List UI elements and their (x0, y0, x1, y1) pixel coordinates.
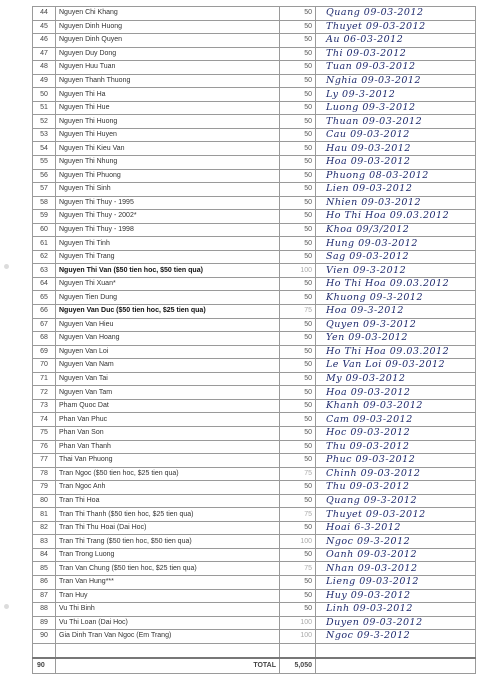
recipient-name: Nguyen Thi Xuan* (56, 277, 280, 291)
table-row (33, 386, 476, 400)
signature-cell: Hung 09-03-2012 (316, 237, 476, 251)
recipient-name: Gia Dinh Tran Van Ngoc (Em Trang) (56, 630, 280, 644)
amount-cell: 50 (280, 88, 316, 102)
signature-cell: Nhien 09-03-2012 (316, 196, 476, 210)
amount-cell: 100 (280, 616, 316, 630)
row-number: 89 (33, 616, 56, 630)
signature-cell: Sag 09-03-2012 (316, 250, 476, 264)
table-row (33, 101, 476, 115)
row-number: 67 (33, 318, 56, 332)
row-number: 88 (33, 603, 56, 617)
amount-cell: 50 (280, 223, 316, 237)
table-row (33, 359, 476, 373)
total-amount: 5,050 (280, 658, 316, 674)
row-number: 53 (33, 128, 56, 142)
amount-cell: 50 (280, 426, 316, 440)
amount-cell: 50 (280, 47, 316, 61)
signature-cell: Thi 09-03-2012 (316, 47, 476, 61)
signature-cell: Phuc 09-03-2012 (316, 454, 476, 468)
table-row (33, 345, 476, 359)
recipient-name: Nguyen Van Hieu (56, 318, 280, 332)
signature-cell: Cau 09-03-2012 (316, 128, 476, 142)
amount-cell: 50 (280, 196, 316, 210)
signature-cell: Linh 09-03-2012 (316, 603, 476, 617)
signature-cell: Thu 09-03-2012 (316, 481, 476, 495)
payment-sheet (32, 6, 475, 674)
signature-cell: Ho Thi Hoa 09.03.2012 (316, 210, 476, 224)
row-number: 73 (33, 399, 56, 413)
table-row (33, 494, 476, 508)
amount-cell: 50 (280, 61, 316, 75)
table-row (33, 426, 476, 440)
amount-cell: 50 (280, 454, 316, 468)
recipient-name: Nguyen Tien Dung (56, 291, 280, 305)
table-row (33, 128, 476, 142)
recipient-name: Thai Van Phuong (56, 454, 280, 468)
amount-cell: 50 (280, 372, 316, 386)
recipient-table (32, 6, 476, 674)
signature-cell: Khanh 09-03-2012 (316, 399, 476, 413)
row-number: 83 (33, 535, 56, 549)
row-number: 60 (33, 223, 56, 237)
table-row (33, 88, 476, 102)
signature-cell: Tuan 09-03-2012 (316, 61, 476, 75)
amount-cell: 100 (280, 630, 316, 644)
amount-cell: 100 (280, 535, 316, 549)
table-row (33, 481, 476, 495)
recipient-name: Nguyen Van Duc ($50 tien hoc, $25 tien qua) (56, 305, 280, 319)
row-number: 74 (33, 413, 56, 427)
recipient-name: Vu Thi Binh (56, 603, 280, 617)
amount-cell: 50 (280, 156, 316, 170)
recipient-name: Nguyen Van Tam (56, 386, 280, 400)
amount-cell: 50 (280, 345, 316, 359)
row-number: 44 (33, 7, 56, 21)
signature-cell: Hoa 09-3-2012 (316, 305, 476, 319)
row-number: 68 (33, 332, 56, 346)
signature-cell: Thuyet 09-03-2012 (316, 508, 476, 522)
total-row (33, 658, 476, 674)
table-row (33, 305, 476, 319)
recipient-name: Nguyen Thi Huong (56, 115, 280, 129)
signature-cell: Lieng 09-03-2012 (316, 575, 476, 589)
table-row (33, 548, 476, 562)
signature-cell: Duyen 09-03-2012 (316, 616, 476, 630)
recipient-name: Nguyen Thi Thuy - 2002* (56, 210, 280, 224)
punch-hole-mark (4, 264, 9, 269)
row-number: 59 (33, 210, 56, 224)
recipient-name: Tran Huy (56, 589, 280, 603)
signature-cell: Chinh 09-03-2012 (316, 467, 476, 481)
amount-cell: 75 (280, 562, 316, 576)
recipient-name: Tran Van Hung*** (56, 575, 280, 589)
signature-cell: Ngoc 09-3-2012 (316, 630, 476, 644)
table-row (33, 142, 476, 156)
amount-cell: 50 (280, 575, 316, 589)
table-row (33, 20, 476, 34)
recipient-name: Nguyen Thi Hue (56, 101, 280, 115)
recipient-name: Phan Van Phuc (56, 413, 280, 427)
recipient-name: Nguyen Thi Thuy - 1998 (56, 223, 280, 237)
amount-cell: 50 (280, 7, 316, 21)
recipient-name: Nguyen Huu Tuan (56, 61, 280, 75)
row-number: 51 (33, 101, 56, 115)
signature-cell: Khoa 09/3/2012 (316, 223, 476, 237)
amount-cell: 50 (280, 34, 316, 48)
recipient-name: Vu Thi Loan (Dai Hoc) (56, 616, 280, 630)
row-number: 50 (33, 88, 56, 102)
recipient-name: Tran Trong Luong (56, 548, 280, 562)
table-row (33, 467, 476, 481)
amount-cell: 50 (280, 521, 316, 535)
amount-cell: 50 (280, 142, 316, 156)
recipient-name: Nguyen Thi Ha (56, 88, 280, 102)
row-number: 65 (33, 291, 56, 305)
amount-cell: 50 (280, 413, 316, 427)
recipient-name: Nguyen Thi Huyen (56, 128, 280, 142)
signature-cell: Phuong 08-03-2012 (316, 169, 476, 183)
signature-cell: Hoa 09-03-2012 (316, 386, 476, 400)
signature-cell: Hoa 09-03-2012 (316, 156, 476, 170)
table-row (33, 115, 476, 129)
amount-cell: 50 (280, 399, 316, 413)
table-row (33, 34, 476, 48)
row-number: 49 (33, 74, 56, 88)
table-row (33, 74, 476, 88)
signature-cell: Quang 09-3-2012 (316, 494, 476, 508)
row-number: 81 (33, 508, 56, 522)
table-row (33, 169, 476, 183)
recipient-name: Tran Thi Thanh ($50 tien hoc, $25 tien qua) (56, 508, 280, 522)
table-row (33, 196, 476, 210)
total-label: TOTAL (56, 658, 280, 674)
table-row (33, 440, 476, 454)
table-row (33, 589, 476, 603)
row-number: 84 (33, 548, 56, 562)
recipient-name: Phan Van Thanh (56, 440, 280, 454)
row-number: 79 (33, 481, 56, 495)
signature-cell: Vien 09-3-2012 (316, 264, 476, 278)
signature-cell: Huy 09-03-2012 (316, 589, 476, 603)
amount-cell: 50 (280, 277, 316, 291)
table-row (33, 47, 476, 61)
table-row (33, 372, 476, 386)
recipient-name: Nguyen Chi Khang (56, 7, 280, 21)
row-number: 52 (33, 115, 56, 129)
row-number: 76 (33, 440, 56, 454)
table-row (33, 291, 476, 305)
amount-cell: 50 (280, 183, 316, 197)
row-number: 46 (33, 34, 56, 48)
recipient-name: Tran Thi Trang ($50 tien hoc, $50 tien qua) (56, 535, 280, 549)
total-count: 90 (33, 658, 56, 674)
signature-cell: Hoc 09-03-2012 (316, 426, 476, 440)
amount-cell: 50 (280, 291, 316, 305)
row-number: 75 (33, 426, 56, 440)
signature-cell: Thuan 09-03-2012 (316, 115, 476, 129)
recipient-name: Pham Quoc Dat (56, 399, 280, 413)
row-number: 47 (33, 47, 56, 61)
recipient-name: Nguyen Van Nam (56, 359, 280, 373)
row-number: 63 (33, 264, 56, 278)
table-row (33, 264, 476, 278)
row-number: 80 (33, 494, 56, 508)
recipient-name: Nguyen Van Hoang (56, 332, 280, 346)
table-row (33, 250, 476, 264)
table-row (33, 575, 476, 589)
recipient-rows (33, 7, 476, 644)
signature-cell: Nghia 09-03-2012 (316, 74, 476, 88)
table-row (33, 616, 476, 630)
recipient-name: Tran Ngoc Anh (56, 481, 280, 495)
amount-cell: 50 (280, 20, 316, 34)
table-row (33, 318, 476, 332)
signature-cell: Thu 09-03-2012 (316, 440, 476, 454)
signature-cell: Ly 09-3-2012 (316, 88, 476, 102)
table-row (33, 156, 476, 170)
signature-cell: Nhan 09-03-2012 (316, 562, 476, 576)
row-number: 72 (33, 386, 56, 400)
amount-cell: 50 (280, 210, 316, 224)
signature-cell: Ho Thi Hoa 09.03.2012 (316, 345, 476, 359)
recipient-name: Nguyen Thi Van ($50 tien hoc, $50 tien qua) (56, 264, 280, 278)
table-row (33, 223, 476, 237)
recipient-name: Nguyen Dinh Quyen (56, 34, 280, 48)
signature-cell: Khuong 09-3-2012 (316, 291, 476, 305)
row-number: 58 (33, 196, 56, 210)
recipient-name: Nguyen Thi Nhung (56, 156, 280, 170)
amount-cell: 50 (280, 74, 316, 88)
table-row (33, 277, 476, 291)
signature-cell: Yen 09-03-2012 (316, 332, 476, 346)
row-number: 56 (33, 169, 56, 183)
table-row (33, 508, 476, 522)
recipient-name: Tran Van Chung ($50 tien hoc, $25 tien qua) (56, 562, 280, 576)
table-row (33, 210, 476, 224)
amount-cell: 50 (280, 237, 316, 251)
signature-cell: Au 06-03-2012 (316, 34, 476, 48)
signature-cell: Hoai 6-3-2012 (316, 521, 476, 535)
table-row (33, 183, 476, 197)
recipient-name: Nguyen Dinh Huong (56, 20, 280, 34)
row-number: 86 (33, 575, 56, 589)
signature-cell: My 09-03-2012 (316, 372, 476, 386)
signature-cell: Cam 09-03-2012 (316, 413, 476, 427)
amount-cell: 50 (280, 332, 316, 346)
amount-cell: 50 (280, 589, 316, 603)
row-number: 85 (33, 562, 56, 576)
recipient-name: Tran Ngoc ($50 tien hoc, $25 tien qua) (56, 467, 280, 481)
recipient-name: Nguyen Van Tai (56, 372, 280, 386)
table-row (33, 454, 476, 468)
table-row (33, 603, 476, 617)
signature-cell: Thuyet 09-03-2012 (316, 20, 476, 34)
amount-cell: 50 (280, 115, 316, 129)
signature-cell: Hau 09-03-2012 (316, 142, 476, 156)
recipient-name: Nguyen Van Loi (56, 345, 280, 359)
row-number: 82 (33, 521, 56, 535)
amount-cell: 75 (280, 508, 316, 522)
row-number: 54 (33, 142, 56, 156)
amount-cell: 50 (280, 386, 316, 400)
table-row (33, 7, 476, 21)
recipient-name: Nguyen Thi Trang (56, 250, 280, 264)
row-number: 87 (33, 589, 56, 603)
row-number: 64 (33, 277, 56, 291)
amount-cell: 50 (280, 603, 316, 617)
amount-cell: 50 (280, 440, 316, 454)
amount-cell: 50 (280, 128, 316, 142)
table-row (33, 237, 476, 251)
amount-cell: 50 (280, 169, 316, 183)
row-number: 71 (33, 372, 56, 386)
recipient-name: Tran Thi Hoa (56, 494, 280, 508)
punch-hole-mark (4, 604, 9, 609)
row-number: 78 (33, 467, 56, 481)
row-number: 66 (33, 305, 56, 319)
table-row (33, 413, 476, 427)
signature-cell: Ho Thi Hoa 09.03.2012 (316, 277, 476, 291)
amount-cell: 50 (280, 250, 316, 264)
amount-cell: 100 (280, 264, 316, 278)
amount-cell: 50 (280, 481, 316, 495)
recipient-name: Nguyen Thi Thuy - 1995 (56, 196, 280, 210)
recipient-name: Nguyen Thanh Thuong (56, 74, 280, 88)
amount-cell: 75 (280, 305, 316, 319)
table-row (33, 535, 476, 549)
amount-cell: 50 (280, 318, 316, 332)
row-number: 69 (33, 345, 56, 359)
signature-cell: Luong 09-3-2012 (316, 101, 476, 115)
row-number: 48 (33, 61, 56, 75)
recipient-name: Nguyen Thi Tinh (56, 237, 280, 251)
amount-cell: 50 (280, 101, 316, 115)
table-row (33, 521, 476, 535)
amount-cell: 50 (280, 548, 316, 562)
table-row (33, 332, 476, 346)
row-number: 77 (33, 454, 56, 468)
table-row (33, 61, 476, 75)
amount-cell: 75 (280, 467, 316, 481)
signature-cell: Oanh 09-03-2012 (316, 548, 476, 562)
table-row (33, 562, 476, 576)
amount-cell: 50 (280, 359, 316, 373)
recipient-name: Nguyen Thi Sinh (56, 183, 280, 197)
row-number: 90 (33, 630, 56, 644)
recipient-name: Tran Thi Thu Hoai (Dai Hoc) (56, 521, 280, 535)
row-number: 57 (33, 183, 56, 197)
row-number: 45 (33, 20, 56, 34)
table-footer (33, 643, 476, 673)
table-row (33, 399, 476, 413)
row-number: 70 (33, 359, 56, 373)
row-number: 62 (33, 250, 56, 264)
signature-cell: Lien 09-03-2012 (316, 183, 476, 197)
recipient-name: Nguyen Duy Dong (56, 47, 280, 61)
signature-cell: Ngoc 09-3-2012 (316, 535, 476, 549)
amount-cell: 50 (280, 494, 316, 508)
signature-cell: Quyen 09-3-2012 (316, 318, 476, 332)
blank-row (33, 643, 476, 658)
signature-cell: Quang 09-03-2012 (316, 7, 476, 21)
recipient-name: Nguyen Thi Kieu Van (56, 142, 280, 156)
row-number: 55 (33, 156, 56, 170)
signature-cell: Le Van Loi 09-03-2012 (316, 359, 476, 373)
row-number: 61 (33, 237, 56, 251)
recipient-name: Nguyen Thi Phuong (56, 169, 280, 183)
recipient-name: Phan Van Son (56, 426, 280, 440)
table-row (33, 630, 476, 644)
